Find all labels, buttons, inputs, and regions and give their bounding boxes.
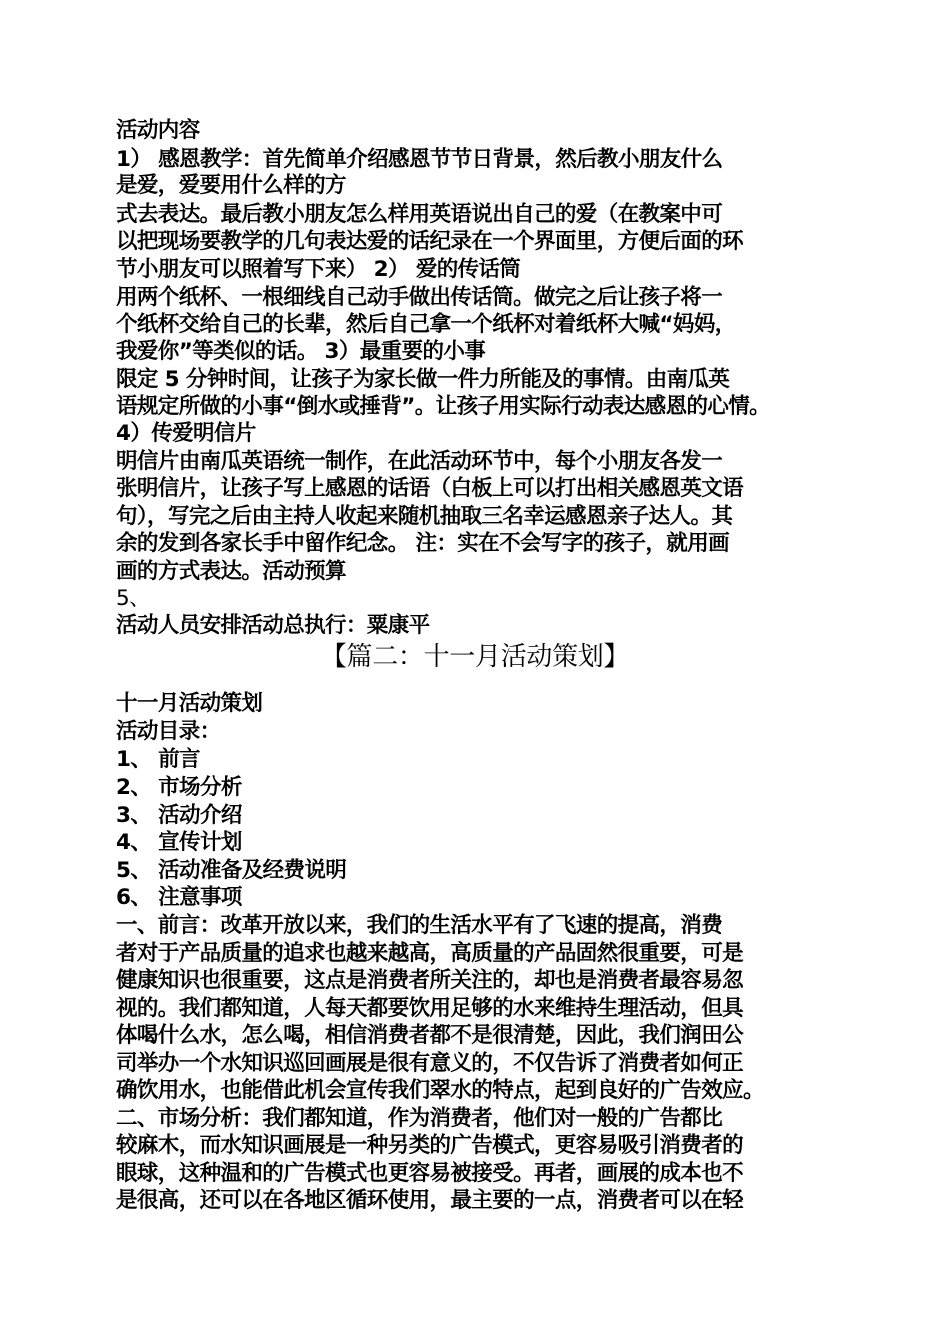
text-line: 是爱，爱要用什么样的方 [116,173,346,198]
text-line: 二、市场分析：我们都知道，作为消费者，他们对一般的广告都比 [116,1106,723,1131]
text-line: 眼球，这种温和的广告模式也更容易被接受。再者，画展的成本也不 [116,1161,744,1186]
heading-activity-content: 活动内容 [116,118,200,143]
toc-item: 1、 前言 [116,747,200,772]
toc-item: 4、 宣传计划 [116,830,242,855]
text-line: 节小朋友可以照着写下来） 2） 爱的传话筒 [116,257,521,282]
text-line: 式去表达。最后教小朋友怎么样用英语说出自己的爱（在教案中可 [116,202,723,227]
text-line: 1） 感恩教学：首先简单介绍感恩节节日背景，然后教小朋友什么 [116,147,723,172]
toc-item: 2、 市场分析 [116,775,242,800]
text-line: 者对于产品质量的追求也越来越高，高质量的产品固然很重要，可是 [116,941,744,966]
toc-item: 5、 活动准备及经费说明 [116,858,347,883]
text-line: 确饮用水，也能借此机会宣传我们翠水的特点，起到良好的广告效应。 [116,1078,764,1103]
text-line: 限定 5 分钟时间，让孩子为家长做一件力所能及的事情。由南瓜英 [116,367,730,392]
text-line: 个纸杯交给自己的长辈，然后自己拿一个纸杯对着纸杯大喊“妈妈， [116,312,736,337]
text-line: 我爱你”等类似的话。 3）最重要的小事 [116,339,486,364]
text-line: 用两个纸杯、一根细线自己动手做出传话筒。做完之后让孩子将一 [116,285,723,310]
text-line: 明信片由南瓜英语统一制作，在此活动环节中，每个小朋友各发一 [116,449,723,474]
text-line: 司举办一个水知识巡回画展是很有意义的，不仅告诉了消费者如何正 [116,1051,744,1076]
toc-item: 3、 活动介绍 [116,803,242,828]
text-line: 体喝什么水，怎么喝，相信消费者都不是很清楚，因此，我们润田公 [116,1023,744,1048]
text-line: 较麻木，而水知识画展是一种另类的广告模式，更容易吸引消费者的 [116,1133,744,1158]
toc-heading: 活动目录： [116,719,221,744]
text-line: 4）传爱明信片 [116,421,256,446]
text-line: 活动人员安排活动总执行：粟康平 [116,613,430,638]
text-line: 画的方式表达。活动预算 [116,559,346,584]
text-line: 视的。我们都知道，人每天都要饮用足够的水来维持生理活动，但具 [116,996,744,1021]
section-title: 【篇二：十一月活动策划】 [320,642,630,672]
text-line: 以把现场要教学的几句表达爱的话纪录在一个界面里，方便后面的环 [116,229,744,254]
text-line: 5、 [116,586,150,611]
text-line: 张明信片，让孩子写上感恩的话语（白板上可以打出相关感恩英文语 [116,476,744,501]
text-line: 句），写完之后由主持人收起来随机抽取三名幸运感恩亲子达人。其 [116,504,733,529]
text-line: 健康知识也很重要，这点是消费者所关注的，却也是消费者最容易忽 [116,968,744,993]
text-line: 余的发到各家长手中留作纪念。 注：实在不会写字的孩子，就用画 [116,531,729,556]
text-line: 一、前言：改革开放以来，我们的生活水平有了飞速的提高，消费 [116,913,723,938]
toc-item: 6、 注意事项 [116,885,242,910]
text-line: 是很高，还可以在各地区循环使用，最主要的一点，消费者可以在轻 [116,1188,744,1213]
section-heading: 十一月活动策划 [116,691,263,716]
text-line: 语规定所做的小事“倒水或捶背”。让孩子用实际行动表达感恩的心情。 [116,394,771,419]
